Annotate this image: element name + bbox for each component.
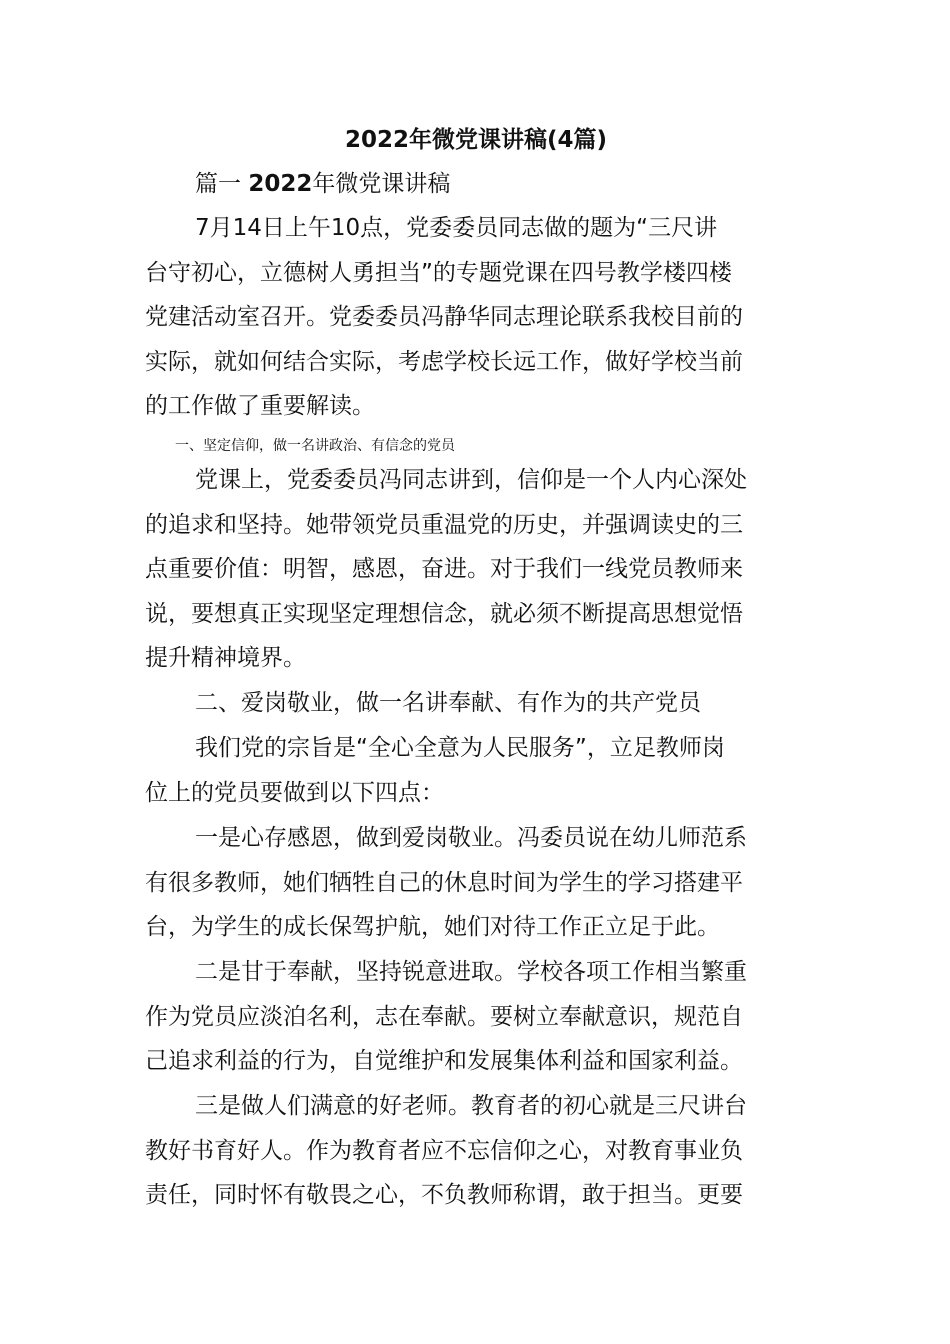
paragraph-6 (145, 1084, 807, 1218)
document-subtitle (195, 166, 450, 202)
paragraph-line: 作为党员应淡泊名利，志在奉献。要树立奉献意识，规范自 (145, 1003, 743, 1030)
paragraph-line: 三是做人们满意的好老师。教育者的初心就是三尺讲台 (195, 1093, 747, 1119)
paragraph-line: 党建活动室召开。党委委员冯静华同志理论联系我校目前的 (145, 304, 743, 330)
paragraph-line: 位上的党员要做到以下四点： (145, 779, 444, 806)
paragraph-line: 实际，就如何结合实际，考虑学校长远工作，做好学校当前 (145, 348, 743, 375)
subtitle-prefix: 篇一 (195, 171, 241, 197)
paragraph-line: 己追求利益的行为，自觉维护和发展集体利益和国家利益。 (145, 1048, 743, 1074)
paragraph-line: 我们党的宗旨是“全心全意为人民服务”，立足教师岗 (195, 735, 725, 761)
paragraph-line: 点重要价值：明智，感恩，奋进。对于我们一线党员教师来 (145, 556, 743, 582)
paragraph-line: 提升精神境界。 (145, 645, 306, 671)
paragraph-3 (145, 726, 807, 815)
paragraph-line: 台，为学生的成长保驾护航，她们对待工作正立足于此。 (145, 914, 720, 940)
subtitle-year: 2022 (248, 171, 313, 197)
paragraph-line: 台守初心，立德树人勇担当”的专题党课在四号教学楼四楼 (145, 259, 732, 286)
paragraph-4 (145, 816, 807, 950)
section-heading-2-block (145, 681, 807, 726)
section-heading-2: 二、爱岗敬业，做一名讲奉献、有作为的共产党员 (195, 690, 701, 716)
paragraph-line: 一是心存感恩，做到爱岗敬业。冯委员说在幼儿师范系 (195, 825, 747, 851)
paragraph-line: 有很多教师，她们牺牲自己的休息时间为学生的学习搭建平 (145, 869, 743, 896)
paragraph-line: 教好书育好人。作为教育者应不忘信仰之心，对教育事业负 (145, 1137, 743, 1164)
paragraph-line: 说，要想真正实现坚定理想信念，就必须不断提高思想觉悟 (145, 600, 743, 627)
document-title: 2022年微党课讲稿(4篇) (344, 127, 608, 153)
paragraph-line: 7月14日上午10点，党委委员同志做的题为“三尺讲 (195, 215, 718, 241)
paragraph-5 (145, 950, 807, 1084)
paragraph-line: 党课上，党委委员冯同志讲到，信仰是一个人内心深处 (195, 467, 747, 493)
paragraph-line: 的工作做了重要解读。 (145, 393, 375, 419)
paragraph-1 (145, 206, 807, 429)
paragraph-line: 的追求和坚持。她带领党员重温党的历史，并强调读史的三 (145, 511, 743, 538)
paragraph-line: 二是甘于奉献，坚持锐意进取。学校各项工作相当繁重 (195, 959, 747, 985)
paragraph-line: 责任，同时怀有敬畏之心，不负教师称谓，敢于担当。更要 (145, 1182, 743, 1208)
section-heading-1: 一、坚定信仰，做一名讲政治、有信念的党员 (175, 438, 455, 454)
subtitle-suffix: 年微党课讲稿 (312, 171, 451, 197)
paragraph-2 (145, 458, 807, 681)
